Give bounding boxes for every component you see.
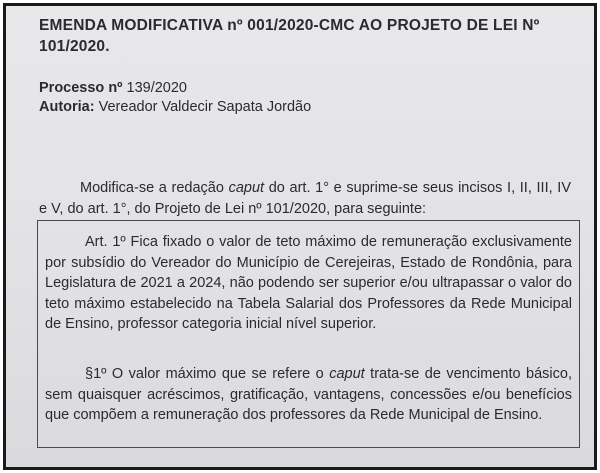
autoria-line bbox=[39, 98, 311, 117]
processo-line bbox=[39, 79, 311, 98]
paragraph-1-caput: caput bbox=[329, 366, 365, 382]
autoria-value: Vereador Valdecir Sapata Jordão bbox=[98, 99, 312, 115]
intro-text-start: Modifica-se a redação bbox=[80, 180, 229, 196]
document-title: EMENDA MODIFICATIVA nº 001/2020-CMC AO PROJETO DE LEI Nº 101/2020. bbox=[39, 17, 540, 55]
autoria-label: Autoria: bbox=[39, 99, 95, 115]
document-page bbox=[3, 3, 597, 470]
intro-paragraph bbox=[39, 178, 571, 220]
processo-value: 139/2020 bbox=[126, 80, 187, 96]
paragraph-1-text bbox=[45, 364, 572, 426]
article-1-text bbox=[45, 232, 572, 335]
document-metadata bbox=[39, 79, 311, 117]
paragraph-1-start: §1º O valor máximo que se refere o bbox=[85, 366, 330, 382]
article-1-body: Art. 1º Fica fixado o valor de teto máximo de remuneração exclusivamente por subsídio do Vereador do Município de Cerejeiras, Estado de Rondônia, para Legislatura de 2021 a 2024, não podendo ser superior e/ou ultrapassar o valor do teto máximo estabelecido na Tabela Salarial dos Professores da Rede Municipal de Ensino, professor categoria inicial nível superior. bbox=[45, 234, 572, 332]
paragraph-1-end: trata-se de vencimento básico, sem quaisquer acréscimos, gratificação, vantagens, concessões e/ou benefícios que compõem a remuneração dos professores da Rede Municipal de Ensino. bbox=[45, 366, 572, 423]
intro-caput: caput bbox=[228, 180, 265, 196]
amendment-text-box bbox=[37, 220, 580, 448]
processo-label: Processo nº bbox=[39, 80, 123, 96]
intro-text-end: do art. 1° e suprime-se seus incisos I, II, III, IV e V, do art. 1°, do Projeto de Lei nº 101/2020, para seguinte: bbox=[39, 180, 571, 217]
